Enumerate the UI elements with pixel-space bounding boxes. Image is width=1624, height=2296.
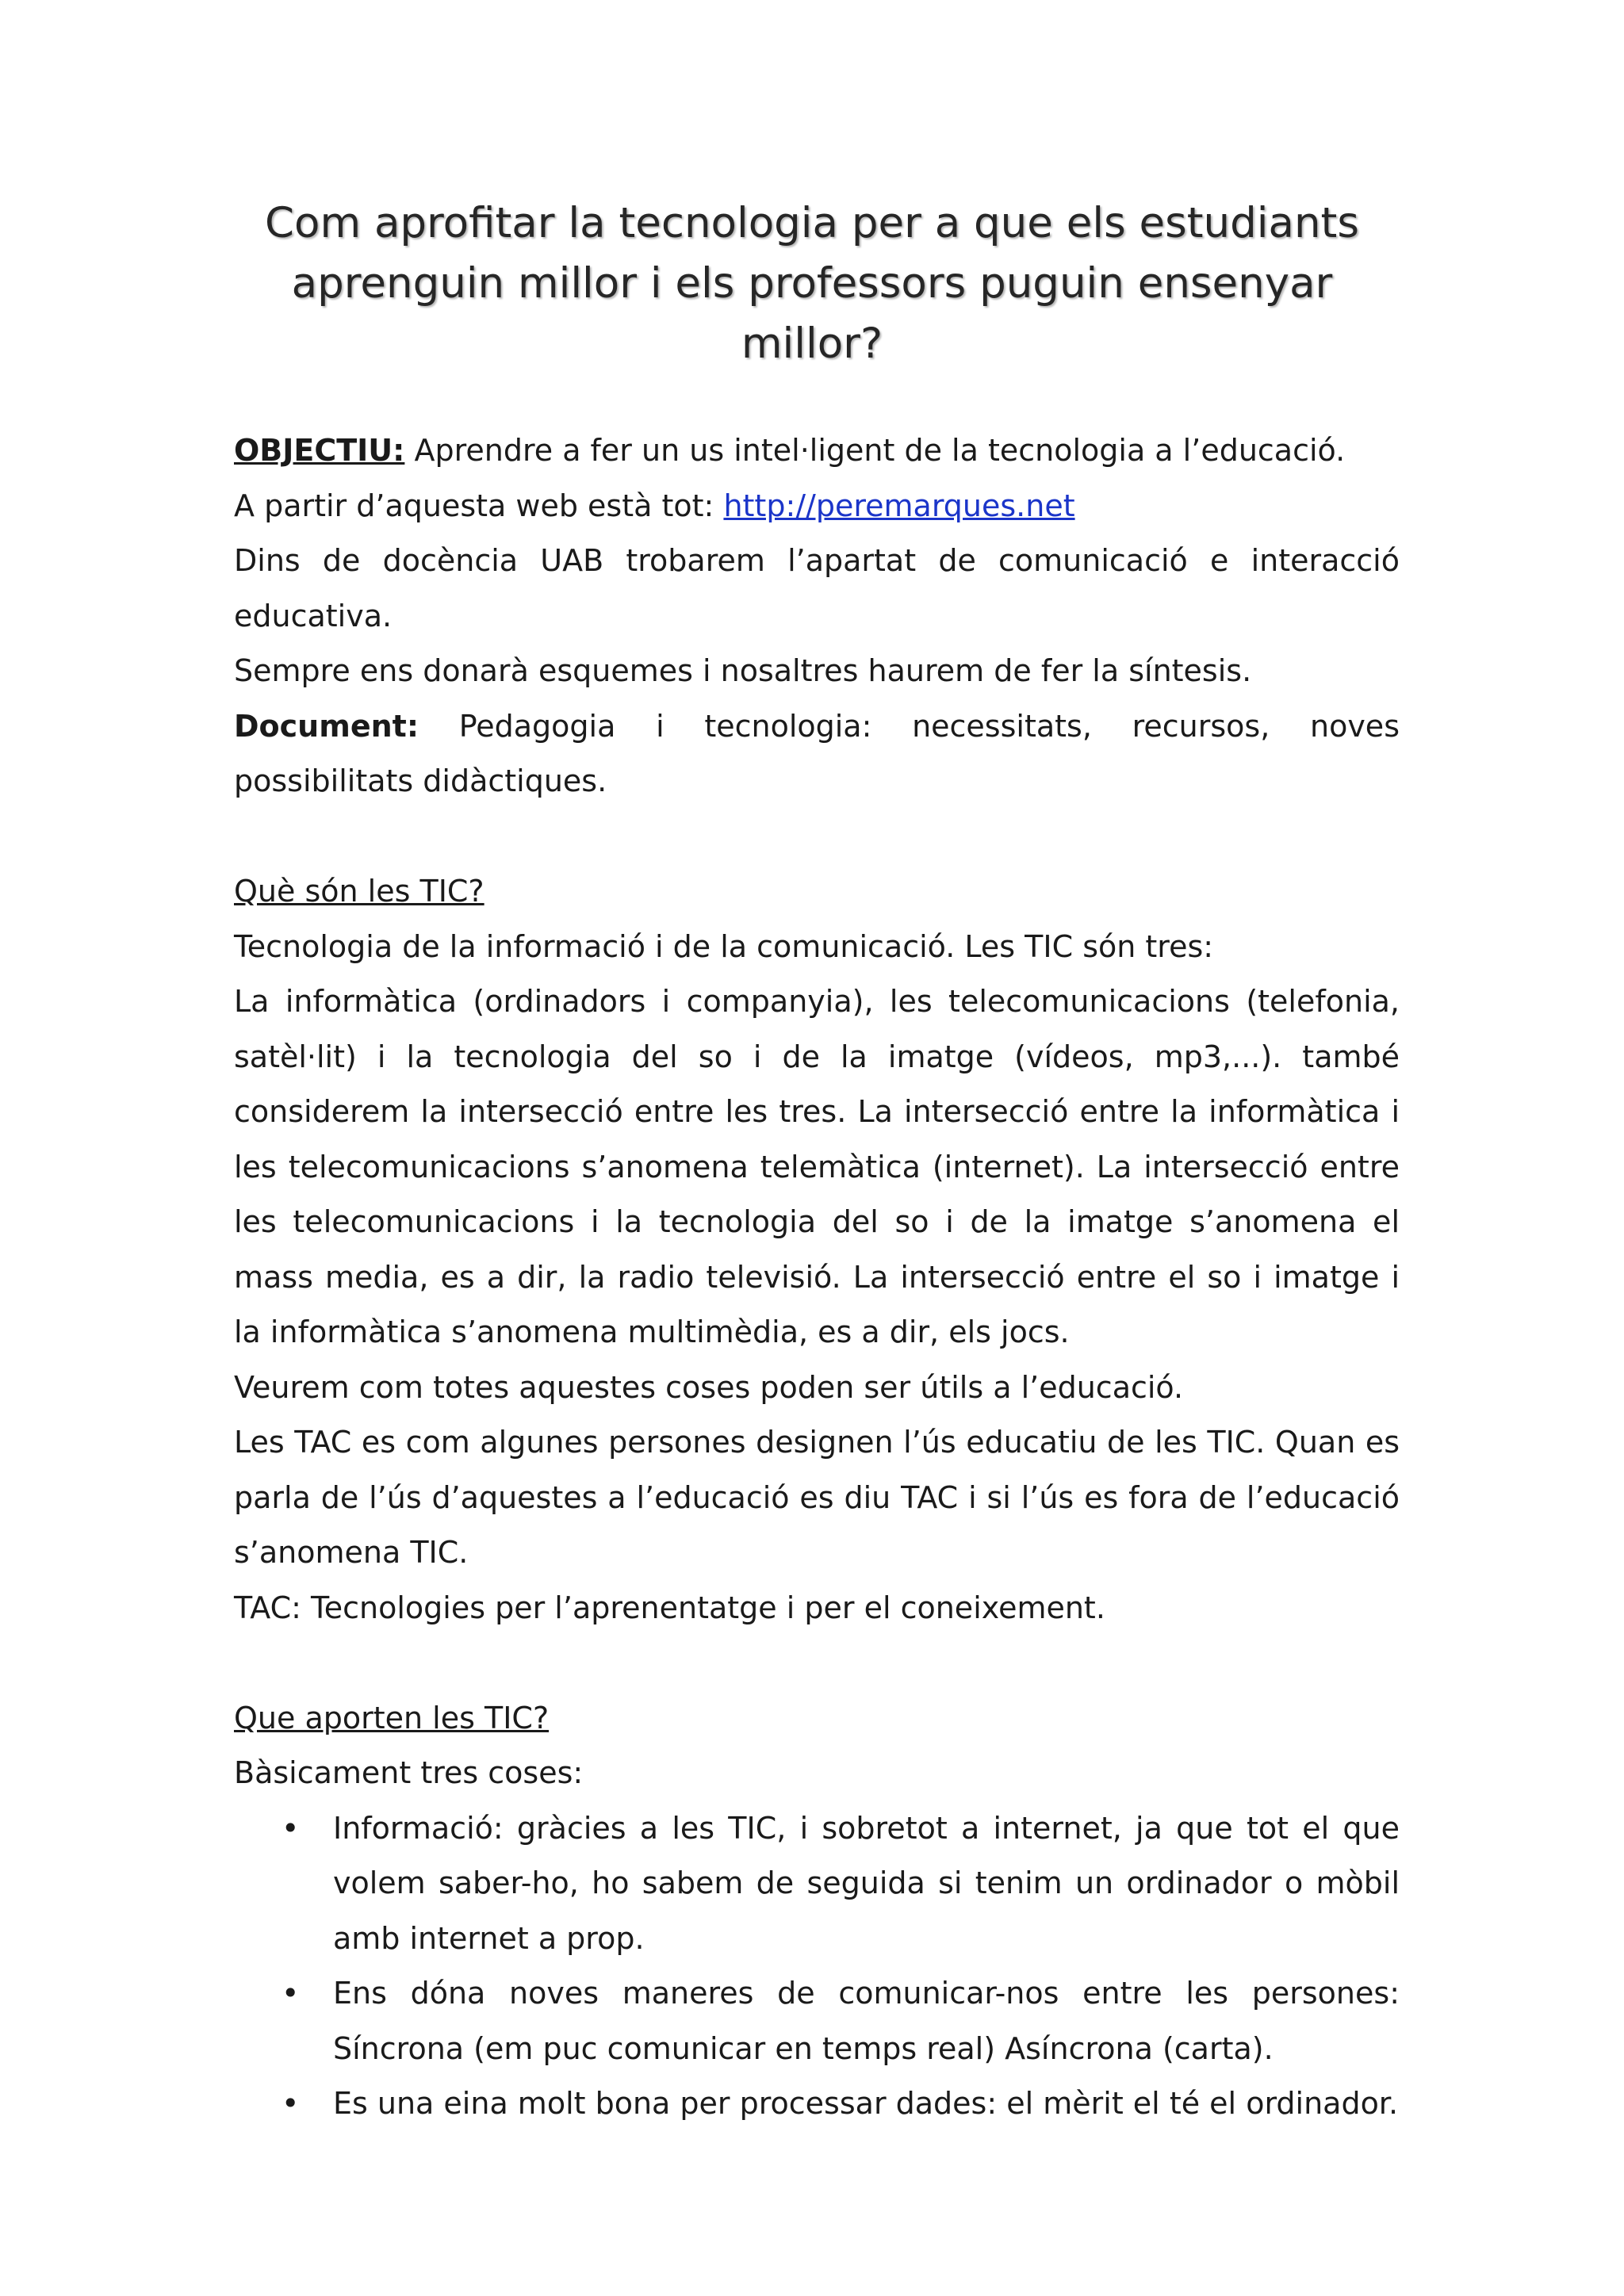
tic-definition: Tecnologia de la informació i de la comunicació. Les TIC són tres: <box>234 928 1214 964</box>
objective-paragraph <box>234 423 1400 479</box>
objective-label: OBJECTIU: <box>234 433 405 468</box>
section-heading-aporten: Que aporten les TIC? <box>234 1700 550 1735</box>
document-line-2: possibilitats didàctiques. <box>234 763 607 798</box>
document-label: Document: <box>234 708 419 744</box>
spacer <box>234 809 1400 865</box>
contributions-list <box>234 1801 1400 2132</box>
section-heading-tic: Què són les TIC? <box>234 874 485 909</box>
docencia-line-1: Dins de docència UAB trobarem l’apartat de comunicació e interacció <box>234 543 1400 578</box>
spacer <box>234 1636 1400 1691</box>
web-paragraph <box>234 479 1400 534</box>
peremarques-link[interactable]: http://peremarques.net <box>723 488 1075 523</box>
document-body <box>234 423 1400 2132</box>
tac-paragraph: Les TAC es com algunes persones designen l’ús educatiu de les TIC. Quan es parla de l’ús d’aquestes a l’educació es diu TAC i si l’ús es fora de l’educació s’anomena TIC. <box>234 1425 1400 1570</box>
list-item-text: Es una eina molt bona per processar dades: el mèrit el té el ordinador. <box>333 2086 1399 2121</box>
tic-education-paragraph: Veurem com totes aquestes coses poden ser útils a l’educació. <box>234 1369 1184 1405</box>
tic-components-paragraph: La informàtica (ordinadors i companyia), les telecomunicacions (telefonia, satèl·lit) i la tecnologia del so i de la imatge (vídeos, mp3,...). també considerem la intersecció entre les tres. La intersecció entre la informàtica i les telecomunicacions s’anomena telemàtica (internet). La intersecció entre les telecomunicacions i la tecnologia del so i de la imatge s’anomena el mass media, es a dir, la radio televisió. La intersecció entre el so i imatge i la informàtica s’anomena multimèdia, es a dir, els jocs. <box>234 984 1400 1349</box>
tac-definition: TAC: Tecnologies per l’aprenentatge i per el coneixement. <box>234 1590 1105 1625</box>
list-item <box>234 1966 1400 2076</box>
bullet-icon: • <box>282 1976 300 2011</box>
list-item-text: Informació: gràcies a les TIC, i sobretot a internet, ja que tot el que volem saber-ho, ho sabem de seguida si tenim un ordinador o mòbil amb internet a prop. <box>333 1810 1400 1956</box>
list-item <box>234 2076 1400 2132</box>
bullet-icon: • <box>282 2086 300 2121</box>
esquemes-paragraph: Sempre ens donarà esquemes i nosaltres haurem de fer la síntesis. <box>234 653 1252 688</box>
bullet-icon: • <box>282 1810 300 1846</box>
document-title: Com aprofitar la tecnologia per a que els estudiants aprenguin millor i els professors puguin ensenyar millor? <box>265 199 1359 368</box>
list-item-text: Ens dóna noves maneres de comunicar-nos entre les persones: Síncrona (em puc comunicar en temps real) Asíncrona (carta). <box>333 1976 1400 2066</box>
docencia-line-2: educativa. <box>234 598 393 633</box>
objective-text: Aprendre a fer un us intel·ligent de la tecnologia a l’educació. <box>404 433 1346 468</box>
document-line-1 <box>234 699 1400 755</box>
web-prefix: A partir d’aquesta web està tot: <box>234 488 724 523</box>
list-item <box>234 1801 1400 1967</box>
document-title-text: Pedagogia i tecnologia: necessitats, recursos, noves <box>419 708 1400 744</box>
aporten-intro: Bàsicament tres coses: <box>234 1755 584 1790</box>
